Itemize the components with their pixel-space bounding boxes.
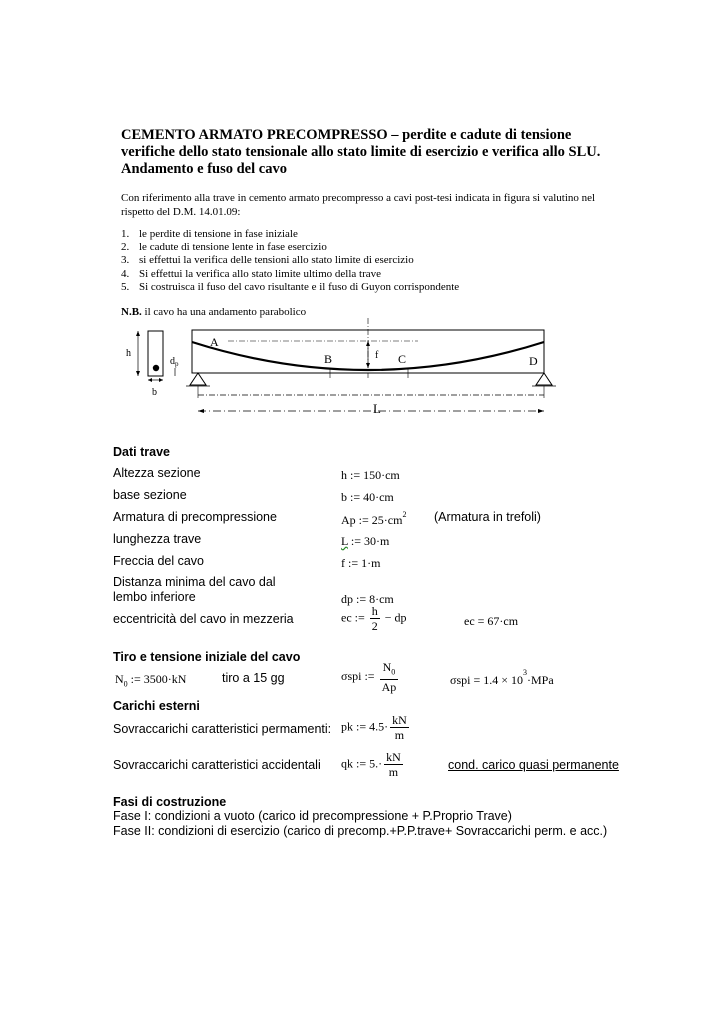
list-item: 5. Si costruisca il fuso del cavo risultante e il fuso di Guyon corrispondente (121, 280, 460, 293)
formula-ec: ec := $\frac{h}{2}$ − dp (341, 604, 407, 633)
label-acc: Sovraccarichi caratteristici accidentali (113, 758, 321, 772)
label-freccia: Freccia del cavo (113, 554, 205, 568)
formula-dp: dp := 8·cm (341, 592, 394, 606)
label-distanza-1: Distanza minima del cavo dal (113, 575, 276, 589)
result-ec: ec = 67·cm (464, 614, 519, 628)
label-D: D (529, 354, 538, 368)
label-armatura: Armatura di precompressione (113, 510, 277, 524)
section-heading-tiro: Tiro e tensione iniziale del cavo (113, 650, 301, 664)
label-h: h (126, 348, 131, 359)
formula-b: b := 40·cm (341, 490, 394, 504)
nb-note: N.B. il cavo ha una andamento parabolico (121, 306, 307, 318)
list-item: 1. le perdite di tensione in fase iniziale (121, 228, 298, 240)
formula-ap: Ap := $25\cdot cm^2$ (341, 510, 407, 527)
list-item: 3. si effettui la verifica delle tensioni allo stato limite di esercizio (121, 254, 414, 267)
label-dp-sub: p (175, 360, 179, 368)
formula-sigma: σspi := $\frac{N_0}{Ap}$ (341, 660, 397, 695)
label-base: base sezione (113, 488, 187, 502)
label-eccentricita: eccentricità del cavo in mezzeria (113, 612, 294, 626)
label-A: A (210, 335, 219, 349)
task-list (121, 228, 459, 294)
support-left (190, 373, 206, 385)
label-lunghezza: lunghezza trave (113, 532, 202, 546)
fase-2: Fase II: condizioni di esercizio (carico di precomp.+P.P.trave+ Sovraccarichi perm. e acc.) (113, 824, 608, 838)
page-title: CEMENTO ARMATO PRECOMPRESSO – perdite e cadute di tensione verifiche dello stato tensionale allo stato limite di esercizio e verifica allo SLU. Andamento e fuso del cavo (121, 127, 601, 177)
result-sigma: $\sigma spi = 1.4 \times 10^3\cdot MPa$ (450, 668, 554, 687)
label-f: f (375, 350, 379, 361)
intro-text: Con riferimento alla trave in cemento armato precompresso a cavi post-tesi indicata in figura si valutino nel rispetto del D.M. 14.01.09: (121, 192, 596, 218)
label-L: L (373, 401, 381, 416)
formula-h: h := 150·cm (341, 468, 400, 482)
list-item: 4. Si effettui la verifica allo stato limite ultimo della trave (121, 267, 382, 280)
label-dp: d (170, 356, 175, 367)
formula-f: f := 1·m (341, 556, 381, 570)
label-altezza: Altezza sezione (113, 466, 201, 480)
label-B: B (324, 352, 333, 366)
note-armatura: (Armatura in trefoli) (434, 510, 541, 524)
note-acc: cond. carico quasi permanente (448, 758, 619, 772)
support-right (536, 373, 552, 385)
list-item: 2. le cadute di tensione lente in fase esercizio (121, 241, 327, 254)
beam-figure (118, 318, 568, 423)
label-b: b (152, 387, 157, 398)
formula-L: L := 30·m (341, 534, 390, 548)
label-C: C (398, 352, 407, 366)
formula-n0: $N_0$ := 3500·kN (115, 672, 187, 689)
formula-pk: pk := 4.5· $\frac{kN}{m}$ (341, 713, 407, 742)
note-tiro: tiro a 15 gg (222, 671, 285, 685)
svg-text:dp (170, 356, 179, 368)
section-heading-carichi: Carichi esterni (113, 699, 200, 713)
label-distanza-2: lembo inferiore (113, 590, 196, 604)
section-heading-dati-trave: Dati trave (113, 445, 170, 459)
label-perm: Sovraccarichi caratteristici permamenti: (113, 722, 332, 736)
tendon-dot (153, 365, 159, 371)
section-heading-fasi: Fasi di costruzione (113, 795, 227, 809)
fase-1: Fase I: condizioni a vuoto (carico id precompressione + P.Proprio Trave) (113, 809, 512, 823)
formula-qk: qk := 5.· $\frac{kN}{m}$ (341, 750, 401, 779)
